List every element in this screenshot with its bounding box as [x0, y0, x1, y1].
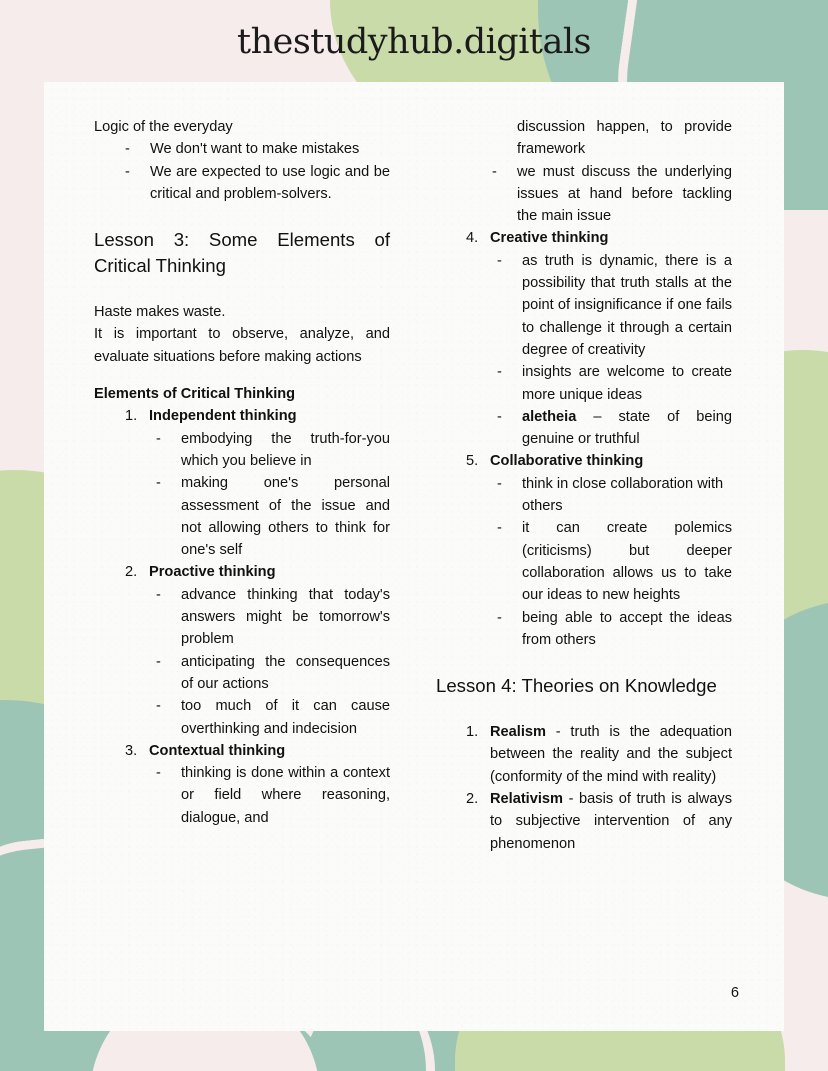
dash-marker: -	[497, 252, 502, 269]
dash-marker: -	[497, 408, 502, 425]
element-3-bullets	[125, 762, 390, 829]
lesson-3-title: Lesson 3: Some Elements of Critical Thinking	[94, 229, 390, 277]
dash-marker: -	[125, 163, 130, 180]
spacer	[94, 205, 390, 227]
list-item-text: think in close collaboration with others	[522, 475, 724, 515]
element-3	[94, 740, 390, 829]
list-item	[497, 250, 732, 361]
aletheia-term: aletheia	[522, 408, 577, 425]
theory-definition: - truth is the adequation between the reality and the subject (conformity of the mind with reality)	[490, 724, 732, 785]
list-item-text: embodying the truth-for-you which you believe in	[181, 430, 390, 469]
dash-marker: -	[497, 475, 502, 492]
item-title: Proactive thinking	[149, 564, 276, 581]
element-5	[436, 450, 732, 651]
lesson-4-title: Lesson 4: Theories on Knowledge	[436, 675, 717, 697]
element-1-bullets	[125, 428, 390, 562]
page-number: 6	[730, 985, 739, 1001]
dash-marker	[492, 116, 517, 161]
item-title: Creative thinking	[490, 230, 609, 247]
list-item	[156, 584, 390, 651]
list-item-text: it can create polemics (criticisms) but deeper collaboration allows us to take our ideas to new heights	[522, 520, 732, 604]
list-item-text: insights are welcome to create more unique ideas	[522, 364, 732, 403]
numbered-item	[466, 450, 732, 472]
list-item	[156, 762, 390, 829]
list-item-text: anticipating the consequences of our actions	[181, 653, 390, 692]
list-item	[497, 517, 732, 606]
site-watermark: thestudyhub.digitals	[237, 22, 591, 62]
list-item-text: too much of it can cause overthinking and indecision	[181, 698, 390, 737]
haste-line: Haste makes waste.	[94, 304, 226, 321]
item-number: 1.	[466, 724, 479, 741]
continued-bullets	[436, 116, 732, 227]
numbered-item	[466, 721, 732, 788]
item-number: 1.	[125, 408, 138, 425]
dash-marker: -	[156, 475, 161, 492]
theory-term: Relativism	[490, 791, 564, 808]
element-4-bullets	[466, 250, 732, 451]
element-2-bullets	[125, 584, 390, 740]
list-item-text: making one's personal assessment of the issue and not allowing others to think for one's self	[181, 475, 390, 559]
list-item-text: being able to accept the ideas from others	[522, 609, 732, 648]
list-item	[497, 607, 732, 652]
list-item	[156, 472, 390, 561]
list-item-text: advance thinking that today's answers might be tomorrow's problem	[181, 586, 390, 648]
theory-text	[490, 788, 732, 855]
numbered-item	[125, 740, 390, 762]
list-item-text: thinking is done within a context or field where reasoning, dialogue, and	[181, 765, 390, 826]
spacer	[436, 699, 732, 721]
list-item-text: We are expected to use logic and be critical and problem-solvers.	[150, 163, 390, 202]
numbered-item	[466, 227, 732, 249]
elements-heading: Elements of Critical Thinking	[94, 386, 296, 403]
dash-marker: -	[497, 520, 502, 537]
theory-term: Realism	[490, 724, 546, 741]
item-title: Collaborative thinking	[490, 453, 644, 470]
theories-list	[436, 721, 732, 855]
dash-marker: -	[156, 586, 161, 603]
numbered-item	[125, 561, 390, 583]
aletheia-definition: – state of being genuine or truthful	[522, 408, 732, 448]
dash-marker: -	[125, 141, 130, 158]
item-number: 2.	[466, 791, 479, 808]
element-2	[94, 561, 390, 739]
item-title: Independent thinking	[149, 408, 297, 425]
item-number: 2.	[125, 564, 138, 581]
intro-bullet-list	[94, 138, 390, 205]
importance-paragraph: It is important to observe, analyze, and evaluate situations before making actions	[94, 326, 390, 365]
dash-marker: -	[156, 765, 161, 782]
list-item	[492, 161, 732, 228]
list-item	[125, 161, 390, 206]
spacer	[94, 279, 390, 301]
list-item-text	[522, 406, 732, 451]
dash-marker: -	[156, 430, 161, 447]
item-number: 3.	[125, 742, 138, 759]
list-item	[497, 473, 732, 518]
document-page	[44, 82, 784, 1031]
list-item	[125, 138, 390, 160]
item-number: 4.	[466, 230, 479, 247]
list-item-aletheia	[497, 406, 732, 451]
list-item	[492, 116, 732, 161]
dash-marker: -	[497, 364, 502, 381]
list-item	[156, 428, 390, 473]
logic-heading: Logic of the everyday	[94, 119, 233, 135]
list-item	[497, 361, 732, 406]
theory-definition: - basis of truth is always to subjective intervention of any phenomenon	[490, 791, 732, 852]
numbered-item	[466, 788, 732, 855]
dash-marker: -	[156, 698, 161, 715]
item-number: 5.	[466, 453, 479, 470]
left-column	[94, 116, 390, 855]
two-column-layout	[94, 116, 746, 855]
list-item	[156, 695, 390, 740]
list-item-text: discussion happen, to provide framework	[517, 119, 732, 158]
list-item-text: we must discuss the underlying issues at hand before tackling the main issue	[517, 163, 732, 225]
list-item	[156, 651, 390, 696]
spacer	[94, 368, 390, 383]
dash-marker: -	[497, 609, 502, 626]
numbered-item	[125, 405, 390, 427]
spacer	[436, 651, 732, 673]
theory-text	[490, 721, 732, 788]
element-1	[94, 405, 390, 561]
right-column	[436, 116, 732, 855]
list-item-text: as truth is dynamic, there is a possibility that truth stalls at the point of insignificance if one fails to challenge it through a certain degree of creativity	[522, 252, 732, 358]
element-4	[436, 227, 732, 450]
element-5-bullets	[466, 473, 732, 651]
dash-marker: -	[156, 653, 161, 670]
list-item-text: We don't want to make mistakes	[150, 141, 360, 158]
dash-marker: -	[492, 163, 497, 180]
item-title: Contextual thinking	[149, 742, 286, 759]
